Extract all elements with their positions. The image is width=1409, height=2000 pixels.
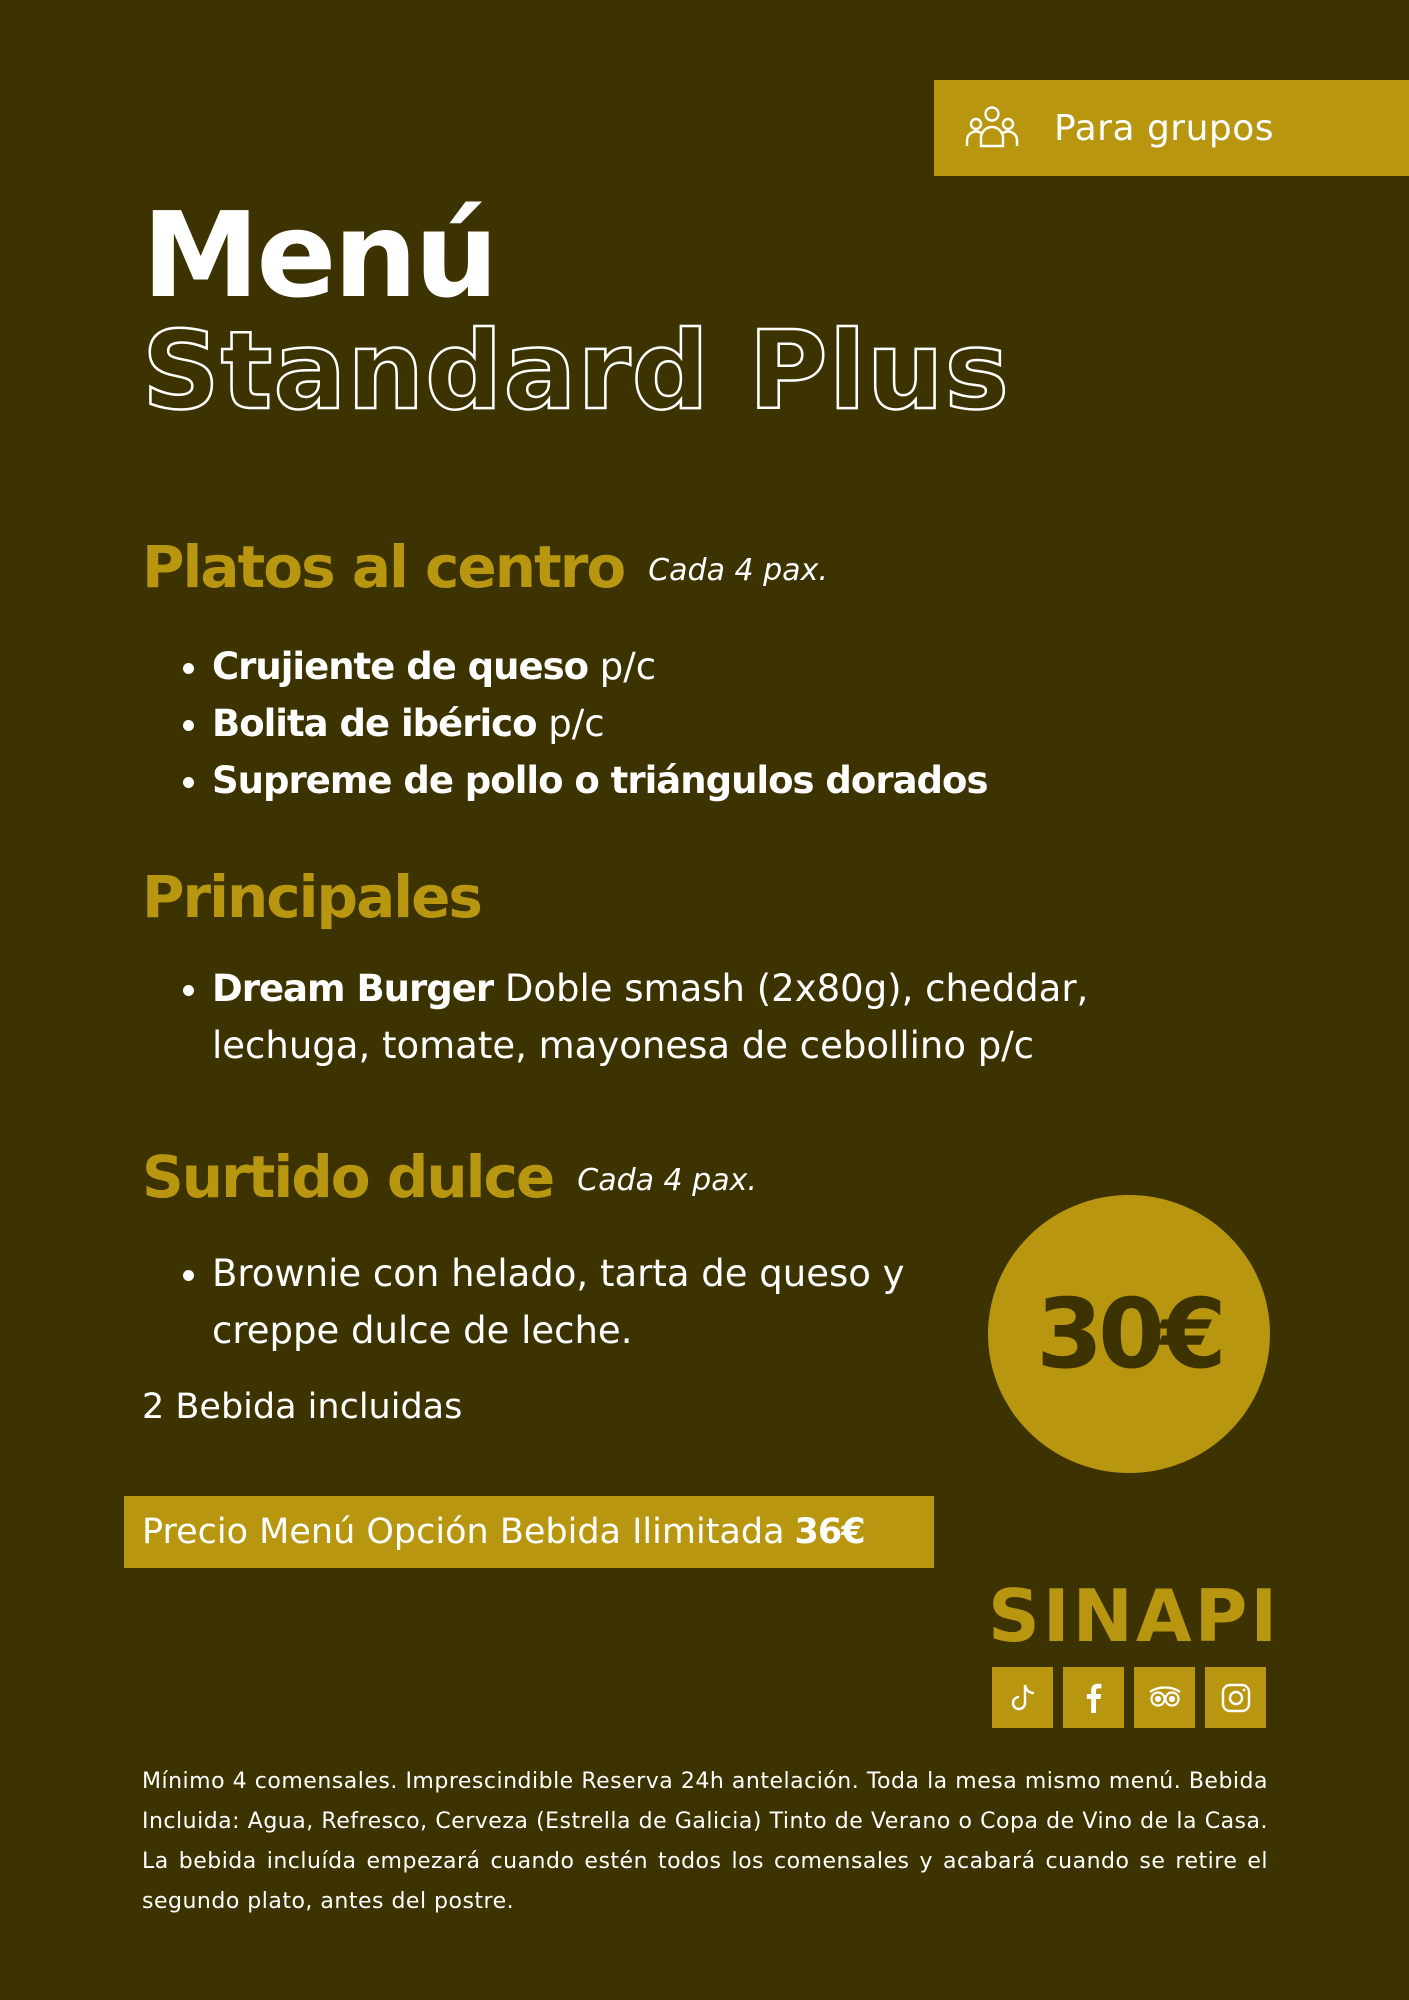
price-badge (988, 1195, 1270, 1473)
dulce-list (176, 1245, 972, 1359)
facebook-icon[interactable] (1063, 1667, 1124, 1728)
menu-subtitle: Standard Plus (142, 309, 1010, 434)
platos-list (176, 638, 987, 809)
price-value: 30€ (1036, 1278, 1222, 1390)
section-title-dulce-label: Surtido dulce (142, 1143, 554, 1211)
list-item (212, 960, 1172, 1074)
item-detail: p/c (548, 702, 605, 745)
list-item (212, 638, 987, 695)
section-note-platos: Cada 4 pax. (648, 552, 828, 588)
section-note-dulce: Cada 4 pax. (577, 1162, 757, 1198)
item-detail: p/c (599, 645, 657, 688)
instagram-icon[interactable] (1205, 1667, 1266, 1728)
brand-logo: SINAPI (988, 1574, 1281, 1658)
tripadvisor-icon[interactable] (1134, 1667, 1195, 1728)
groups-label: Para grupos (1054, 107, 1275, 149)
list-item (212, 695, 987, 752)
item-name: Dream Burger (212, 967, 494, 1010)
group-icon (964, 100, 1020, 156)
item-name: Supreme de pollo o triángulos dorados (212, 759, 988, 802)
section-title-principales: Principales (142, 863, 481, 931)
list-item: • Brownie con helado, tarta de queso y creppe dulce de leche. (212, 1245, 972, 1359)
drink-option-price: 36€ (794, 1512, 865, 1552)
list-item (212, 752, 987, 809)
item-name: Crujiente de queso (212, 645, 589, 688)
drink-option-bar (124, 1496, 934, 1568)
terms-text: Mínimo 4 comensales. Imprescindible Reserva 24h antelación. Toda la mesa mismo menú. Bebida Incluida: Agua, Refresco, Cerveza (Estrella de Galicia) Tinto de Verano o Copa de Vino de la Casa. La bebida incluída empezará cuando estén todos los comensales y acabará cuando se retire el segundo plato, antes del postre. (142, 1769, 1268, 1914)
tiktok-icon[interactable] (992, 1667, 1053, 1728)
principales-list (176, 960, 1172, 1074)
drink-option-label: Precio Menú Opción Bebida Ilimitada (142, 1512, 785, 1552)
social-links (992, 1667, 1266, 1728)
item-name: Bolita de ibérico (212, 702, 537, 745)
section-title-platos (142, 533, 828, 601)
groups-badge (934, 80, 1409, 176)
menu-title: Menú (142, 186, 496, 324)
drinks-included: 2 Bebida incluidas (142, 1387, 463, 1427)
section-title-dulce (142, 1143, 757, 1211)
item-detail: Doble smash (2x80g), cheddar, lechuga, tomate, mayonesa de cebollino p/c (212, 967, 1089, 1067)
section-title-platos-label: Platos al centro (142, 533, 625, 601)
